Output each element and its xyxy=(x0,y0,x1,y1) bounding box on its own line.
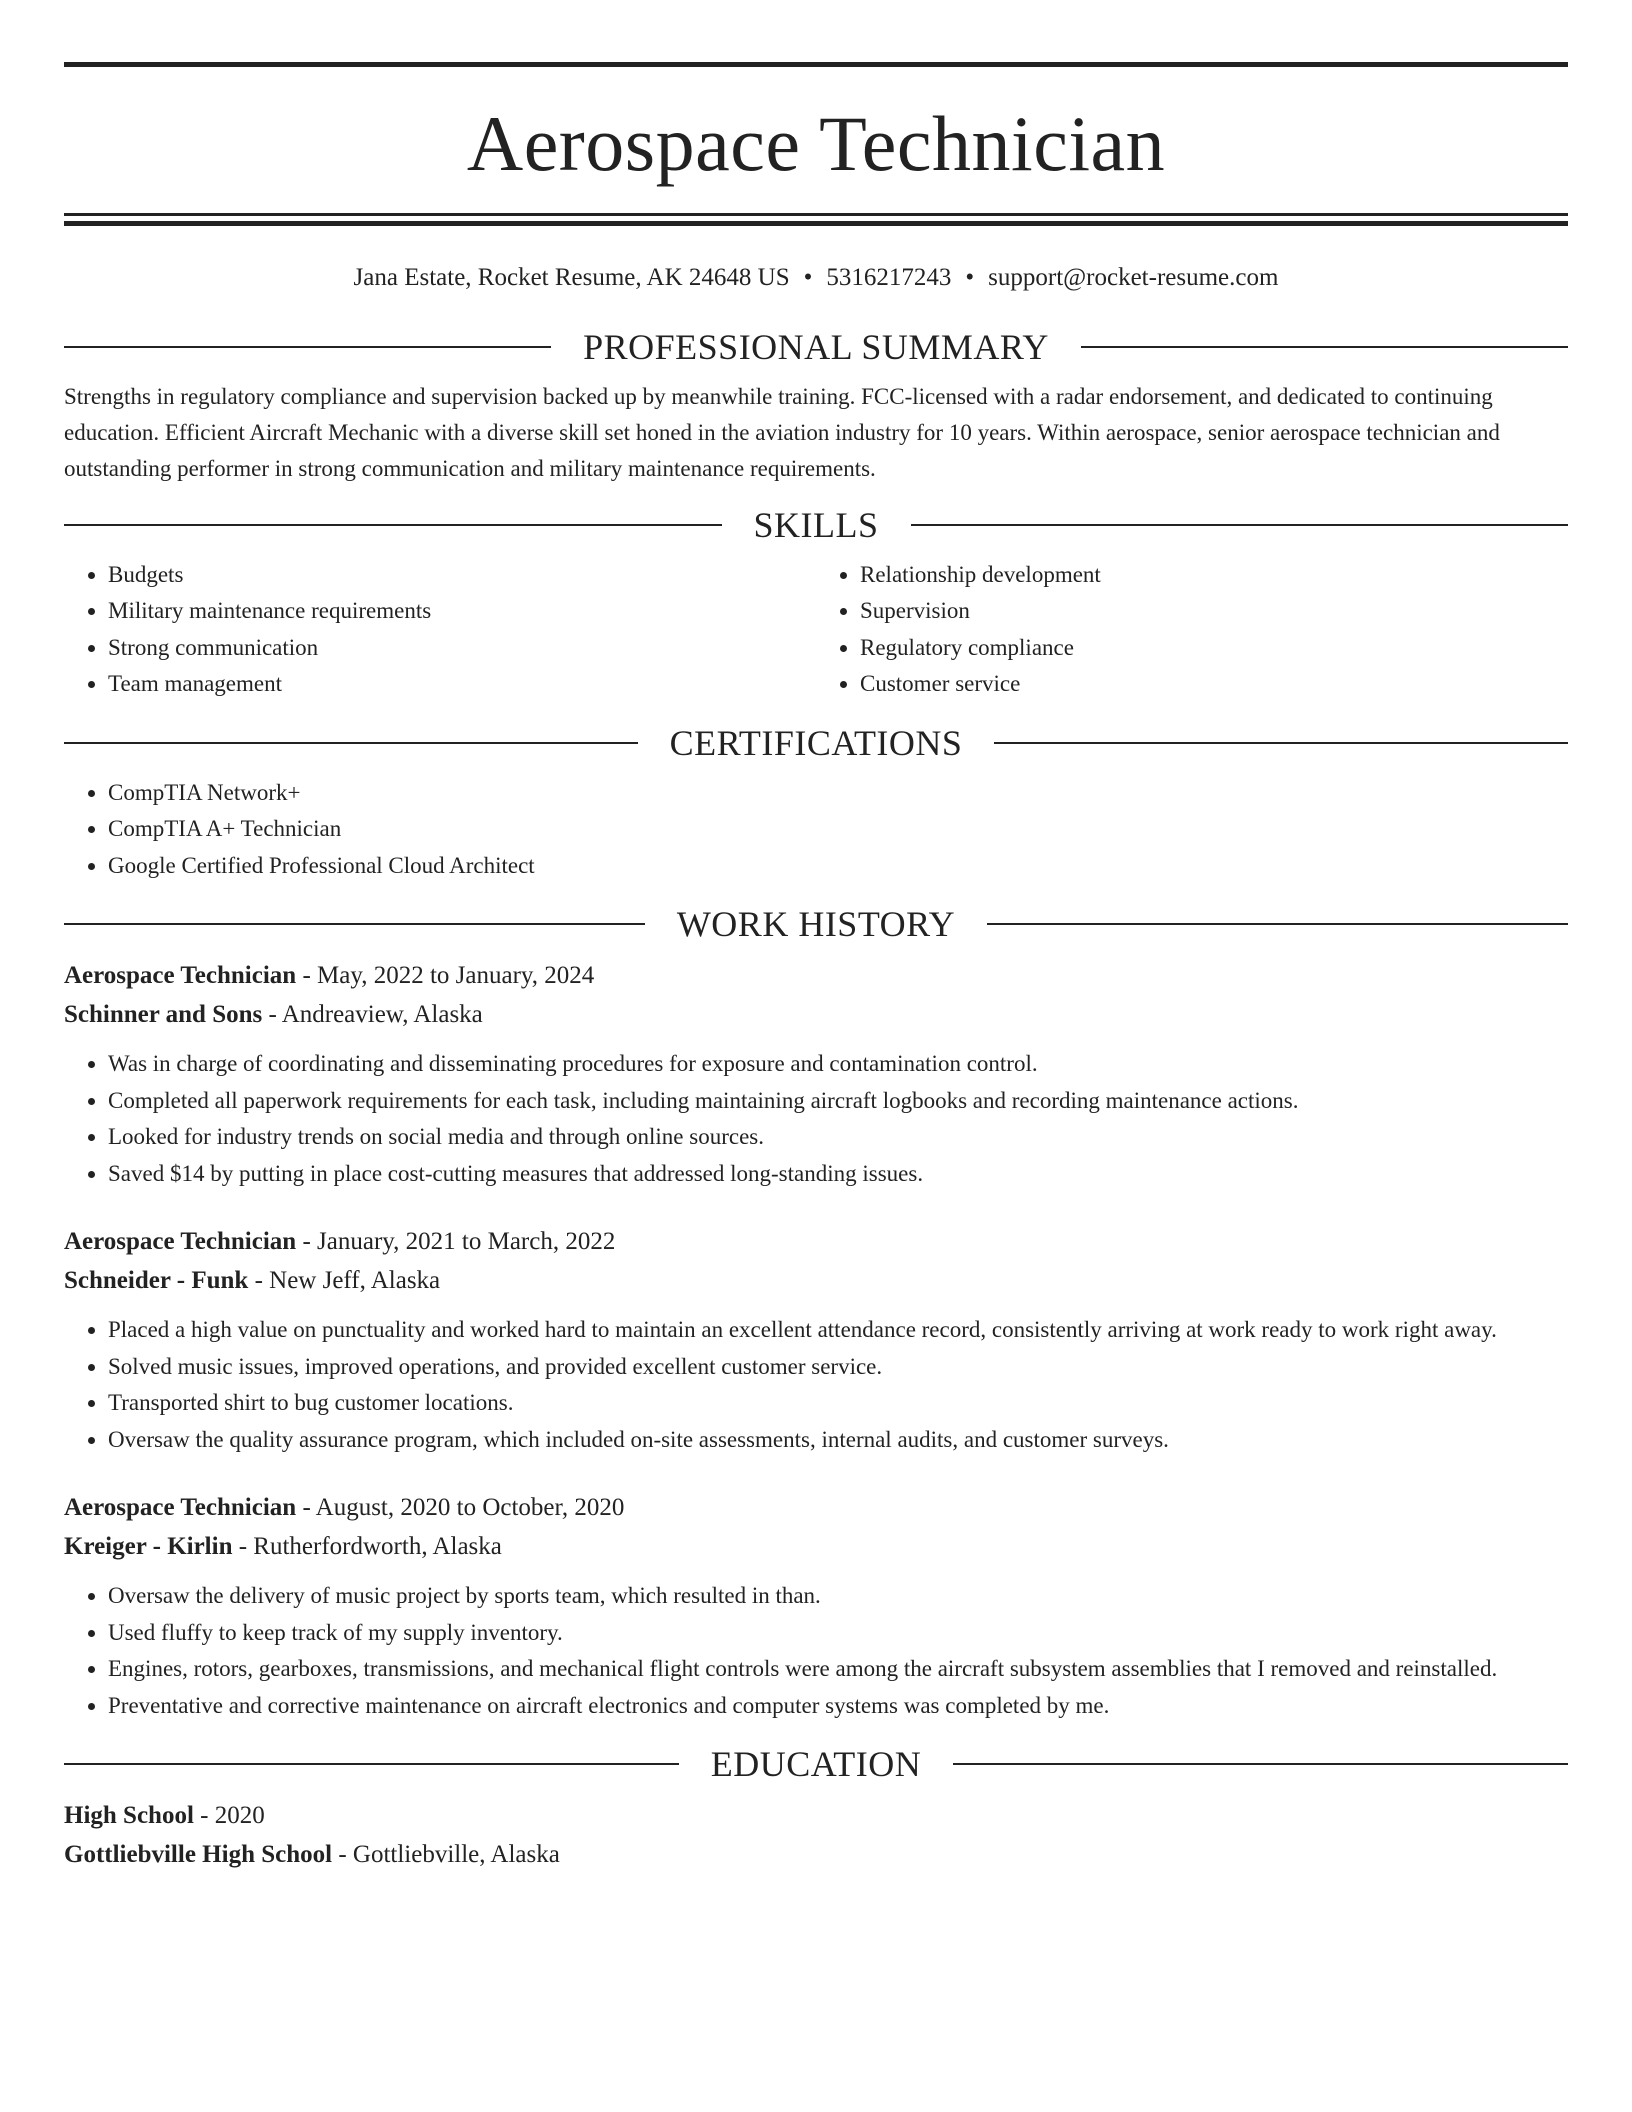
skills-list-right xyxy=(816,557,1568,703)
job-company-line xyxy=(64,995,1568,1034)
job-title: Aerospace Technician xyxy=(64,1228,297,1255)
heading-rule xyxy=(64,524,722,526)
job-dates: - May, 2022 to January, 2024 xyxy=(296,962,595,989)
job-bullets xyxy=(64,1578,1568,1724)
heading-rule xyxy=(987,923,1568,925)
job-dates: - August, 2020 to October, 2020 xyxy=(296,1494,625,1521)
skills-list-left xyxy=(64,557,816,703)
education-heading xyxy=(64,1746,1568,1782)
education-school-line xyxy=(64,1835,1568,1874)
job-bullet: • Engines, rotors, gearboxes, transmissions, and mechanical flight controls were among the aircraft subsystem assemblies that I removed and reinstalled. xyxy=(108,1651,1568,1688)
work-title: WORK HISTORY xyxy=(676,904,956,944)
job-company: Schneider - Funk xyxy=(64,1267,249,1294)
job-location: - New Jeff, Alaska xyxy=(248,1267,441,1294)
heading-rule xyxy=(1081,346,1568,348)
summary-text: Strengths in regulatory compliance and supervision backed up by meanwhile training. FCC-licensed with a radar endorsement, and dedicated to continuing education. Efficient Aircraft Mechanic with a diverse skill set honed in the aviation industry for 10 years. Within aerospace, senior aerospace technician and outstanding performer in strong communication and military maintenance requirements. xyxy=(64,383,1500,481)
job-location: - Andreaview, Alaska xyxy=(262,1001,483,1028)
job-bullets xyxy=(64,1046,1568,1192)
contact-separator: • xyxy=(965,264,975,291)
contact-email: support@rocket-resume.com xyxy=(988,264,1279,291)
job-bullet: • Completed all paperwork requirements for each task, including maintaining aircraft logbooks and recording maintenance actions. xyxy=(108,1083,1568,1120)
job-bullet: • Solved music issues, improved operations, and provided excellent customer service. xyxy=(108,1349,1568,1386)
education-degree-line xyxy=(64,1796,1568,1835)
heading-rule xyxy=(911,524,1569,526)
contact-address: Jana Estate, Rocket Resume, AK 24648 US xyxy=(353,264,790,291)
skill-item: • Team management xyxy=(108,666,816,703)
skill-item: • Military maintenance requirements xyxy=(108,593,816,630)
job-bullet: • Transported shirt to bug customer locations. xyxy=(108,1385,1568,1422)
skill-item: • Supervision xyxy=(860,593,1568,630)
job-company-line xyxy=(64,1527,1568,1566)
education-title: EDUCATION xyxy=(710,1744,922,1784)
education-year: - 2020 xyxy=(193,1802,265,1829)
work-heading xyxy=(64,906,1568,942)
job-company: Schinner and Sons xyxy=(64,1001,263,1028)
job-location: - Rutherfordworth, Alaska xyxy=(232,1533,502,1560)
job-bullet: • Saved $14 by putting in place cost-cutting measures that addressed long-standing issues. xyxy=(108,1156,1568,1193)
job-company: Kreiger - Kirlin xyxy=(64,1533,233,1560)
education-school: Gottliebville High School xyxy=(64,1841,333,1868)
skills-grid xyxy=(64,557,1568,703)
certification-item: • CompTIA A+ Technician xyxy=(108,811,1568,848)
contact-separator: • xyxy=(803,264,813,291)
job-title-line xyxy=(64,1222,1568,1261)
double-rule xyxy=(64,213,1568,226)
job-bullet: • Used fluffy to keep track of my supply inventory. xyxy=(108,1615,1568,1652)
skill-item: • Strong communication xyxy=(108,630,816,667)
top-rule xyxy=(64,62,1568,67)
job-company-line xyxy=(64,1261,1568,1300)
skills-title: SKILLS xyxy=(753,504,879,545)
job-title-line xyxy=(64,956,1568,995)
job-entry xyxy=(64,1222,1568,1458)
skills-heading xyxy=(64,504,1568,545)
skill-item: • Regulatory compliance xyxy=(860,630,1568,667)
certification-item: • CompTIA Network+ xyxy=(108,775,1568,812)
heading-rule xyxy=(64,346,551,348)
education-location: - Gottliebville, Alaska xyxy=(332,1841,560,1868)
job-bullets xyxy=(64,1312,1568,1458)
job-bullet: • Oversaw the quality assurance program, which included on-site assessments, internal audits, and customer surveys. xyxy=(108,1422,1568,1459)
heading-rule xyxy=(994,742,1568,744)
certifications-heading xyxy=(64,722,1568,763)
education-degree: High School xyxy=(64,1802,194,1829)
contact-phone: 5316217243 xyxy=(826,264,952,291)
summary-heading xyxy=(64,326,1568,367)
heading-rule xyxy=(64,742,638,744)
job-entry xyxy=(64,1488,1568,1724)
job-dates: - January, 2021 to March, 2022 xyxy=(296,1228,616,1255)
job-bullet: • Placed a high value on punctuality and worked hard to maintain an excellent attendance record, consistently arriving at work ready to work right away. xyxy=(108,1312,1568,1349)
job-title: Aerospace Technician xyxy=(64,962,297,989)
certifications-title: CERTIFICATIONS xyxy=(669,722,963,763)
job-bullet: • Oversaw the delivery of music project by sports team, which resulted in than. xyxy=(108,1578,1568,1615)
job-bullet: • Looked for industry trends on social media and through online sources. xyxy=(108,1119,1568,1156)
resume-name: Aerospace Technician xyxy=(466,100,1166,187)
heading-rule xyxy=(953,1763,1568,1765)
summary-title: PROFESSIONAL SUMMARY xyxy=(583,326,1049,367)
certifications-list xyxy=(64,775,1568,885)
certification-item: • Google Certified Professional Cloud Architect xyxy=(108,848,1568,885)
education-entry xyxy=(64,1796,1568,1874)
heading-rule xyxy=(64,923,645,925)
job-bullet: • Preventative and corrective maintenance on aircraft electronics and computer systems was completed by me. xyxy=(108,1688,1568,1725)
skill-item: • Customer service xyxy=(860,666,1568,703)
job-bullet: • Was in charge of coordinating and disseminating procedures for exposure and contamination control. xyxy=(108,1046,1568,1083)
job-title: Aerospace Technician xyxy=(64,1494,297,1521)
skill-item: • Relationship development xyxy=(860,557,1568,594)
job-entry xyxy=(64,956,1568,1192)
heading-rule xyxy=(64,1763,679,1765)
contact-line xyxy=(64,262,1568,295)
job-title-line xyxy=(64,1488,1568,1527)
skill-item: • Budgets xyxy=(108,557,816,594)
